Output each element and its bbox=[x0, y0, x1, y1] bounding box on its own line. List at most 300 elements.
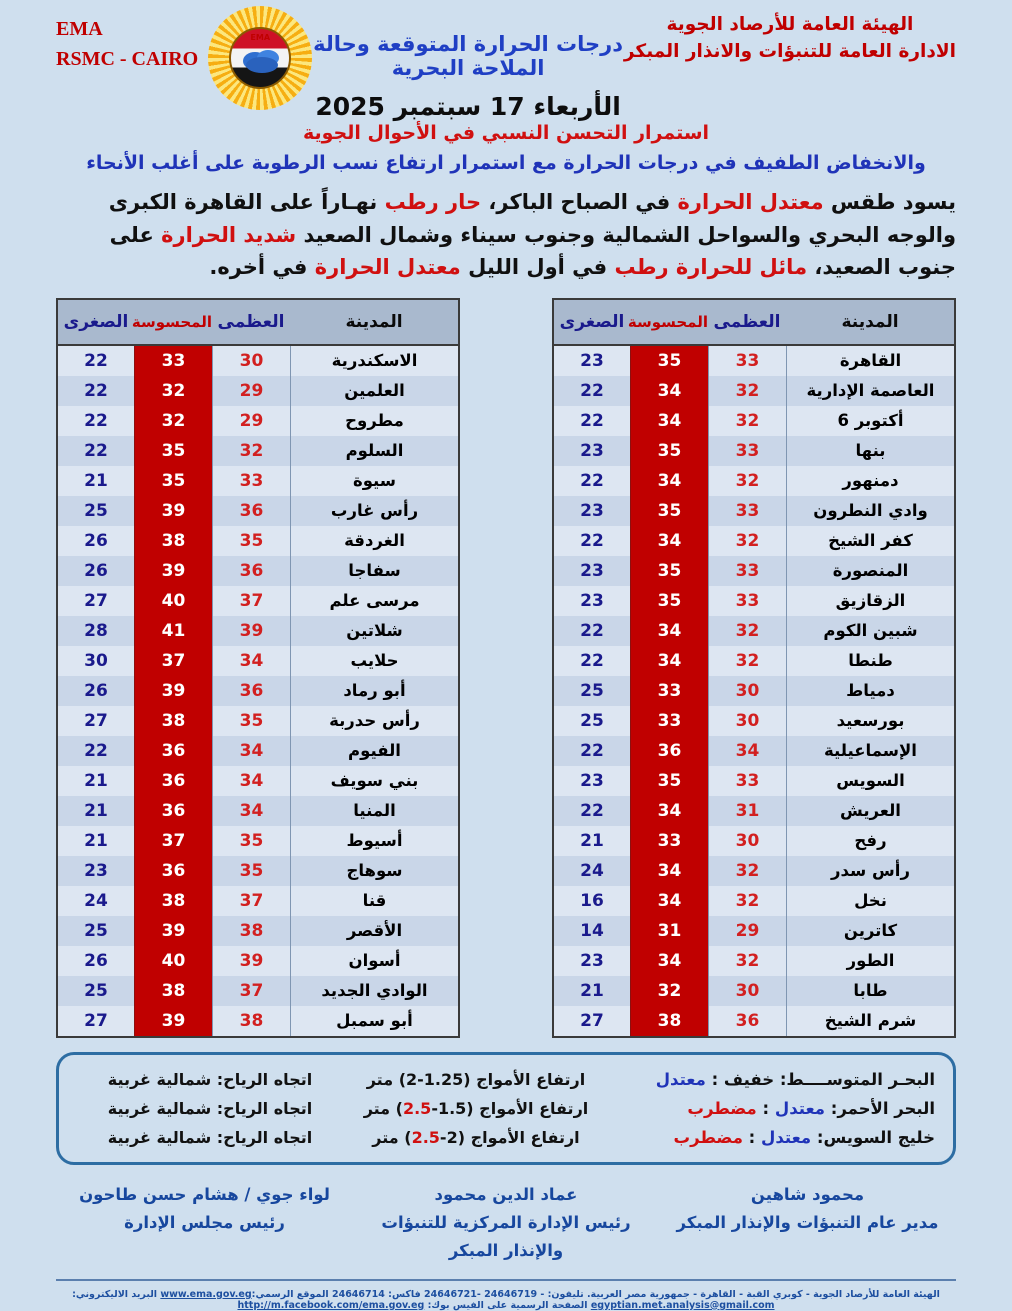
max-cell: 36 bbox=[212, 556, 290, 586]
header-center bbox=[312, 6, 624, 121]
feel-cell: 36 bbox=[630, 736, 708, 766]
feel-cell: 33 bbox=[134, 346, 212, 376]
feel-cell: 32 bbox=[134, 406, 212, 436]
table-row bbox=[58, 406, 458, 436]
feel-cell: 34 bbox=[630, 526, 708, 556]
sea-state: خليج السويس: معتدل : مضطرب bbox=[673, 1127, 935, 1147]
sea-row-gulf-of-suez bbox=[77, 1123, 935, 1152]
min-cell: 21 bbox=[84, 770, 108, 791]
max-cell: 32 bbox=[708, 616, 786, 646]
weather-summary bbox=[56, 122, 956, 284]
max-cell: 35 bbox=[212, 526, 290, 556]
table-row bbox=[554, 916, 954, 946]
table-row bbox=[58, 826, 458, 856]
column-header-min: الصغرى bbox=[559, 311, 625, 332]
min-cell: 25 bbox=[580, 710, 604, 731]
feel-cell: 33 bbox=[630, 706, 708, 736]
min-cell: 27 bbox=[84, 590, 108, 611]
table-row bbox=[554, 586, 954, 616]
feel-cell: 34 bbox=[630, 856, 708, 886]
feel-cell: 31 bbox=[630, 916, 708, 946]
city-cell: كاترين bbox=[786, 916, 954, 946]
max-cell: 37 bbox=[212, 976, 290, 1006]
temperature-table-secondary bbox=[56, 298, 460, 1038]
min-cell: 26 bbox=[84, 560, 108, 581]
wave-low-value: 1.25 bbox=[423, 1069, 464, 1089]
city-cell: شلاتين bbox=[290, 616, 458, 646]
wind-direction: اتجاه الرياح: شمالية غربية bbox=[107, 1069, 313, 1089]
table-row bbox=[554, 946, 954, 976]
table-body bbox=[58, 346, 458, 1036]
max-cell: 37 bbox=[212, 886, 290, 916]
max-cell: 34 bbox=[708, 736, 786, 766]
min-cell: 27 bbox=[84, 1010, 108, 1031]
table-row bbox=[58, 346, 458, 376]
city-cell: أبو سمبل bbox=[290, 1006, 458, 1036]
table-row bbox=[554, 466, 954, 496]
sea-state: البحر الأحمر: معتدل : مضطرب bbox=[687, 1098, 935, 1118]
feel-cell: 35 bbox=[630, 436, 708, 466]
max-cell: 35 bbox=[212, 706, 290, 736]
feel-cell: 36 bbox=[134, 856, 212, 886]
min-cell: 26 bbox=[84, 530, 108, 551]
min-cell: 22 bbox=[84, 740, 108, 761]
min-cell: 27 bbox=[84, 710, 108, 731]
wave-height: ارتفاع الأمواج (2.5-1.5) متر bbox=[363, 1098, 589, 1118]
min-cell: 25 bbox=[84, 500, 108, 521]
city-cell: وادي النطرون bbox=[786, 496, 954, 526]
min-cell: 21 bbox=[580, 830, 604, 851]
feel-cell: 39 bbox=[134, 916, 212, 946]
feel-cell: 34 bbox=[630, 646, 708, 676]
signature-name: محمود شاهين bbox=[750, 1184, 865, 1204]
min-cell: 25 bbox=[84, 980, 108, 1001]
feel-cell: 39 bbox=[134, 1006, 212, 1036]
max-cell: 30 bbox=[708, 706, 786, 736]
max-cell: 36 bbox=[212, 496, 290, 526]
feel-cell: 40 bbox=[134, 586, 212, 616]
signature-title: مدير عام التنبؤات والإنذار المبكر bbox=[676, 1212, 939, 1232]
table-header-row bbox=[58, 300, 458, 346]
table-row bbox=[58, 526, 458, 556]
city-cell: مطروح bbox=[290, 406, 458, 436]
signature-title: رئيس الإدارة المركزية للتنبؤات والإنذار المبكر bbox=[381, 1212, 631, 1260]
column-header-max: العظمى bbox=[713, 311, 781, 332]
table-row bbox=[58, 436, 458, 466]
column-header-min: الصغرى bbox=[63, 311, 129, 332]
feel-cell: 32 bbox=[134, 376, 212, 406]
org-ar-line2: الادارة العامة للتنبؤات والانذار المبكر bbox=[623, 40, 956, 62]
min-cell: 22 bbox=[84, 380, 108, 401]
footer-link[interactable]: www.ema.gov.eg bbox=[160, 1288, 252, 1300]
cloud-icon bbox=[237, 43, 287, 77]
max-cell: 38 bbox=[212, 1006, 290, 1036]
table-row bbox=[58, 856, 458, 886]
min-cell: 25 bbox=[84, 920, 108, 941]
max-cell: 32 bbox=[708, 946, 786, 976]
table-row bbox=[554, 376, 954, 406]
sea-state: البحـر المتوســــط: خفيف : معتدل bbox=[655, 1069, 935, 1089]
footer-contact-line: الهيئة العامة للأرصاد الجوية - كوبري القبة - القاهرة - جمهورية مصر العربية. تليفون: - 24646719 -24646721 فاكس: 24646714 الموقع الرسمي:www.ema.gov.eg البريد الاليكتروني: egyptian.met.analysis@gmail.com الصفحة الرسمية على الفيس بوك: http://m.facebook.com/ema.gov.eg bbox=[72, 1288, 940, 1311]
city-cell: شرم الشيخ bbox=[786, 1006, 954, 1036]
city-cell: أسوان bbox=[290, 946, 458, 976]
table-row bbox=[554, 436, 954, 466]
city-cell: المنصورة bbox=[786, 556, 954, 586]
max-cell: 34 bbox=[212, 766, 290, 796]
feel-cell: 39 bbox=[134, 676, 212, 706]
max-cell: 30 bbox=[212, 346, 290, 376]
feel-cell: 35 bbox=[134, 466, 212, 496]
city-cell: رأس غارب bbox=[290, 496, 458, 526]
city-cell: قنا bbox=[290, 886, 458, 916]
signature-central-admin-head bbox=[358, 1181, 655, 1265]
city-cell: سفاجا bbox=[290, 556, 458, 586]
table-row bbox=[554, 646, 954, 676]
max-cell: 30 bbox=[708, 826, 786, 856]
city-cell: أسيوط bbox=[290, 826, 458, 856]
table-row bbox=[58, 766, 458, 796]
city-cell: 6 أكتوبر bbox=[786, 406, 954, 436]
wave-label: ارتفاع الأمواج bbox=[465, 1127, 580, 1147]
city-cell: العلمين bbox=[290, 376, 458, 406]
feel-cell: 35 bbox=[630, 766, 708, 796]
min-cell: 22 bbox=[580, 530, 604, 551]
table-row bbox=[554, 1006, 954, 1036]
max-cell: 34 bbox=[212, 646, 290, 676]
min-cell: 28 bbox=[84, 620, 108, 641]
city-cell: سيوة bbox=[290, 466, 458, 496]
table-body bbox=[554, 346, 954, 1036]
min-cell: 24 bbox=[580, 860, 604, 881]
wind-direction: اتجاه الرياح: شمالية غربية bbox=[107, 1127, 313, 1147]
min-cell: 21 bbox=[580, 980, 604, 1001]
city-cell: الفيوم bbox=[290, 736, 458, 766]
wave-unit: متر bbox=[372, 1127, 405, 1147]
feel-cell: 39 bbox=[134, 556, 212, 586]
summary-paragraph: يسود طقس معتدل الحرارة في الصباح الباكر، حار رطب نهـاراً على القاهرة الكبرى والوجه البحري والسواحل الشمالية وجنوب سيناء وشمال الصعيد شديد الحرارة على جنوب الصعيد، مائل للحرارة رطب في أول الليل معتدل الحرارة في أخره. bbox=[108, 190, 956, 280]
max-cell: 33 bbox=[212, 466, 290, 496]
column-header-max: العظمى bbox=[217, 311, 285, 332]
feel-cell: 41 bbox=[134, 616, 212, 646]
min-cell: 23 bbox=[580, 350, 604, 371]
column-header-city: المدينة bbox=[841, 311, 899, 332]
table-row bbox=[58, 886, 458, 916]
org-name-arabic bbox=[624, 6, 956, 66]
city-cell: السلوم bbox=[290, 436, 458, 466]
max-cell: 29 bbox=[212, 406, 290, 436]
feel-cell: 40 bbox=[134, 946, 212, 976]
feel-cell: 37 bbox=[134, 826, 212, 856]
table-row bbox=[554, 886, 954, 916]
feel-cell: 36 bbox=[134, 796, 212, 826]
max-cell: 30 bbox=[708, 976, 786, 1006]
min-cell: 22 bbox=[580, 620, 604, 641]
city-cell: دمياط bbox=[786, 676, 954, 706]
egypt-flag-cloud-icon bbox=[229, 27, 291, 89]
table-row bbox=[58, 376, 458, 406]
city-cell: نخل bbox=[786, 886, 954, 916]
wind-direction: اتجاه الرياح: شمالية غربية bbox=[107, 1098, 313, 1118]
max-cell: 33 bbox=[708, 586, 786, 616]
table-row bbox=[554, 346, 954, 376]
temperature-table-main bbox=[552, 298, 956, 1038]
max-cell: 37 bbox=[212, 586, 290, 616]
city-cell: رأس حدربة bbox=[290, 706, 458, 736]
min-cell: 16 bbox=[580, 890, 604, 911]
city-cell: طابا bbox=[786, 976, 954, 1006]
city-cell: رأس سدر bbox=[786, 856, 954, 886]
max-cell: 31 bbox=[708, 796, 786, 826]
table-row bbox=[58, 1006, 458, 1036]
signature-name: لواء جوي / هشام حسن طاحون bbox=[79, 1184, 330, 1204]
footer-link[interactable]: http://m.facebook.com/ema.gov.eg bbox=[237, 1299, 425, 1311]
max-cell: 32 bbox=[708, 856, 786, 886]
city-cell: الغردقة bbox=[290, 526, 458, 556]
feel-cell: 38 bbox=[134, 976, 212, 1006]
city-cell: الأقصر bbox=[290, 916, 458, 946]
feel-cell: 35 bbox=[630, 556, 708, 586]
min-cell: 22 bbox=[580, 650, 604, 671]
feel-cell: 35 bbox=[630, 346, 708, 376]
city-cell: الزقازيق bbox=[786, 586, 954, 616]
table-row bbox=[58, 646, 458, 676]
max-cell: 33 bbox=[708, 436, 786, 466]
city-cell: أبو رماد bbox=[290, 676, 458, 706]
min-cell: 26 bbox=[84, 680, 108, 701]
table-row bbox=[58, 556, 458, 586]
city-cell: كفر الشيخ bbox=[786, 526, 954, 556]
city-cell: بورسعيد bbox=[786, 706, 954, 736]
max-cell: 35 bbox=[212, 856, 290, 886]
wave-high-value: 2 bbox=[406, 1069, 418, 1089]
wave-low-value: 2 bbox=[446, 1127, 458, 1147]
table-row bbox=[554, 616, 954, 646]
table-row bbox=[58, 796, 458, 826]
signatures bbox=[56, 1181, 956, 1265]
city-cell: بني سويف bbox=[290, 766, 458, 796]
max-cell: 32 bbox=[708, 646, 786, 676]
table-row bbox=[554, 676, 954, 706]
min-cell: 22 bbox=[84, 350, 108, 371]
wave-height: ارتفاع الأمواج (2.5-2) متر bbox=[372, 1127, 580, 1147]
table-row bbox=[58, 916, 458, 946]
city-cell: شبين الكوم bbox=[786, 616, 954, 646]
min-cell: 26 bbox=[84, 950, 108, 971]
column-header-feels-like: المحسوسة bbox=[627, 312, 708, 331]
table-row bbox=[58, 676, 458, 706]
city-cell: العاصمة الإدارية bbox=[786, 376, 954, 406]
city-cell: القاهرة bbox=[786, 346, 954, 376]
org-ar-line1: الهيئة العامة للأرصاد الجوية bbox=[666, 14, 914, 35]
feel-cell: 35 bbox=[134, 436, 212, 466]
min-cell: 21 bbox=[84, 800, 108, 821]
table-row bbox=[554, 496, 954, 526]
city-cell: مرسى علم bbox=[290, 586, 458, 616]
feel-cell: 36 bbox=[134, 766, 212, 796]
min-cell: 21 bbox=[84, 470, 108, 491]
city-cell: بنها bbox=[786, 436, 954, 466]
max-cell: 33 bbox=[708, 496, 786, 526]
wave-height: ارتفاع الأمواج (2-1.25) متر bbox=[366, 1069, 586, 1089]
city-cell: طنطا bbox=[786, 646, 954, 676]
max-cell: 29 bbox=[708, 916, 786, 946]
table-row bbox=[58, 736, 458, 766]
wave-high-value: 2.5 bbox=[411, 1127, 440, 1147]
org-ema-label: EMA bbox=[56, 18, 103, 40]
signature-board-chairman bbox=[56, 1181, 353, 1265]
table-row bbox=[554, 706, 954, 736]
city-cell: رفح bbox=[786, 826, 954, 856]
table-row bbox=[554, 526, 954, 556]
sea-row-mediterranean bbox=[77, 1065, 935, 1094]
signature-forecast-director bbox=[659, 1181, 956, 1265]
min-cell: 23 bbox=[580, 440, 604, 461]
feel-cell: 33 bbox=[630, 676, 708, 706]
max-cell: 33 bbox=[708, 766, 786, 796]
feel-cell: 38 bbox=[134, 886, 212, 916]
header bbox=[56, 6, 956, 121]
table-row bbox=[58, 466, 458, 496]
marine-conditions-box bbox=[56, 1052, 956, 1165]
min-cell: 22 bbox=[580, 470, 604, 491]
min-cell: 22 bbox=[580, 800, 604, 821]
table-row bbox=[554, 406, 954, 436]
table-row bbox=[554, 736, 954, 766]
feel-cell: 39 bbox=[134, 496, 212, 526]
signature-title: رئيس مجلس الإدارة bbox=[124, 1212, 285, 1232]
feel-cell: 37 bbox=[134, 646, 212, 676]
min-cell: 22 bbox=[580, 410, 604, 431]
city-cell: الاسكندرية bbox=[290, 346, 458, 376]
column-header-city: المدينة bbox=[345, 311, 403, 332]
signature-name: عماد الدين محمود bbox=[434, 1184, 578, 1204]
max-cell: 32 bbox=[708, 886, 786, 916]
city-cell: دمنهور bbox=[786, 466, 954, 496]
org-rsmc-label: RSMC - CAIRO bbox=[56, 48, 199, 70]
table-row bbox=[554, 556, 954, 586]
min-cell: 22 bbox=[84, 440, 108, 461]
wave-unit: متر bbox=[363, 1098, 396, 1118]
max-cell: 34 bbox=[212, 736, 290, 766]
wave-high-value: 2.5 bbox=[402, 1098, 432, 1118]
city-cell: المنيا bbox=[290, 796, 458, 826]
min-cell: 30 bbox=[84, 650, 108, 671]
city-cell: حلايب bbox=[290, 646, 458, 676]
sea-row-red-sea bbox=[77, 1094, 935, 1123]
min-cell: 23 bbox=[580, 500, 604, 521]
min-cell: 22 bbox=[580, 380, 604, 401]
feel-cell: 36 bbox=[134, 736, 212, 766]
feel-cell: 38 bbox=[134, 706, 212, 736]
max-cell: 39 bbox=[212, 616, 290, 646]
summary-headline-1: استمرار التحسن النسبي في الأحوال الجوية bbox=[302, 122, 710, 144]
min-cell: 23 bbox=[580, 950, 604, 971]
feel-cell: 34 bbox=[630, 406, 708, 436]
max-cell: 33 bbox=[708, 556, 786, 586]
max-cell: 32 bbox=[708, 526, 786, 556]
bulletin-date: الأربعاء 17 سبتمبر 2025 bbox=[315, 92, 621, 121]
city-cell: سوهاج bbox=[290, 856, 458, 886]
city-cell: السويس bbox=[786, 766, 954, 796]
wave-low-value: 1.5 bbox=[437, 1098, 467, 1118]
city-cell: الطور bbox=[786, 946, 954, 976]
bulletin-title: درجات الحرارة المتوقعة وحالة الملاحة البحرية bbox=[313, 32, 623, 80]
max-cell: 36 bbox=[708, 1006, 786, 1036]
min-cell: 24 bbox=[84, 890, 108, 911]
table-row bbox=[58, 706, 458, 736]
feel-cell: 34 bbox=[630, 946, 708, 976]
feel-cell: 38 bbox=[134, 526, 212, 556]
feel-cell: 33 bbox=[630, 826, 708, 856]
feel-cell: 32 bbox=[630, 976, 708, 1006]
table-row bbox=[58, 586, 458, 616]
ema-sun-logo-icon bbox=[208, 6, 312, 110]
table-row bbox=[554, 796, 954, 826]
feel-cell: 35 bbox=[630, 586, 708, 616]
org-name-english bbox=[56, 6, 198, 74]
city-cell: الإسماعيلية bbox=[786, 736, 954, 766]
min-cell: 23 bbox=[84, 860, 108, 881]
min-cell: 23 bbox=[580, 590, 604, 611]
max-cell: 32 bbox=[708, 466, 786, 496]
min-cell: 22 bbox=[84, 410, 108, 431]
max-cell: 35 bbox=[212, 826, 290, 856]
min-cell: 23 bbox=[580, 770, 604, 791]
min-cell: 21 bbox=[84, 830, 108, 851]
summary-headline-2: والانخفاض الطفيف في درجات الحرارة مع استمرار ارتفاع نسب الرطوبة على أغلب الأنحاء bbox=[86, 152, 926, 174]
footer-link[interactable]: egyptian.met.analysis@gmail.com bbox=[590, 1299, 775, 1311]
wave-label: ارتفاع الأمواج bbox=[473, 1098, 589, 1118]
table-row bbox=[58, 946, 458, 976]
table-row bbox=[58, 616, 458, 646]
table-row bbox=[554, 826, 954, 856]
table-header-row bbox=[554, 300, 954, 346]
wave-label: ارتفاع الأمواج bbox=[470, 1069, 586, 1089]
table-row bbox=[554, 856, 954, 886]
max-cell: 39 bbox=[212, 946, 290, 976]
table-row bbox=[58, 976, 458, 1006]
max-cell: 32 bbox=[708, 406, 786, 436]
feel-cell: 38 bbox=[630, 1006, 708, 1036]
table-row bbox=[554, 766, 954, 796]
column-header-feels-like: المحسوسة bbox=[131, 312, 212, 331]
min-cell: 14 bbox=[580, 920, 604, 941]
table-row bbox=[554, 976, 954, 1006]
logo-ema-text: EMA bbox=[250, 33, 271, 42]
feel-cell: 34 bbox=[630, 616, 708, 646]
max-cell: 33 bbox=[708, 346, 786, 376]
max-cell: 29 bbox=[212, 376, 290, 406]
temperature-tables bbox=[56, 298, 956, 1038]
feel-cell: 34 bbox=[630, 466, 708, 496]
max-cell: 38 bbox=[212, 916, 290, 946]
feel-cell: 34 bbox=[630, 886, 708, 916]
max-cell: 36 bbox=[212, 676, 290, 706]
table-row bbox=[58, 496, 458, 526]
min-cell: 22 bbox=[580, 740, 604, 761]
feel-cell: 34 bbox=[630, 376, 708, 406]
max-cell: 32 bbox=[708, 376, 786, 406]
min-cell: 23 bbox=[580, 560, 604, 581]
max-cell: 32 bbox=[212, 436, 290, 466]
min-cell: 27 bbox=[580, 1010, 604, 1031]
city-cell: الوادي الجديد bbox=[290, 976, 458, 1006]
max-cell: 34 bbox=[212, 796, 290, 826]
max-cell: 30 bbox=[708, 676, 786, 706]
feel-cell: 34 bbox=[630, 796, 708, 826]
min-cell: 25 bbox=[580, 680, 604, 701]
feel-cell: 35 bbox=[630, 496, 708, 526]
